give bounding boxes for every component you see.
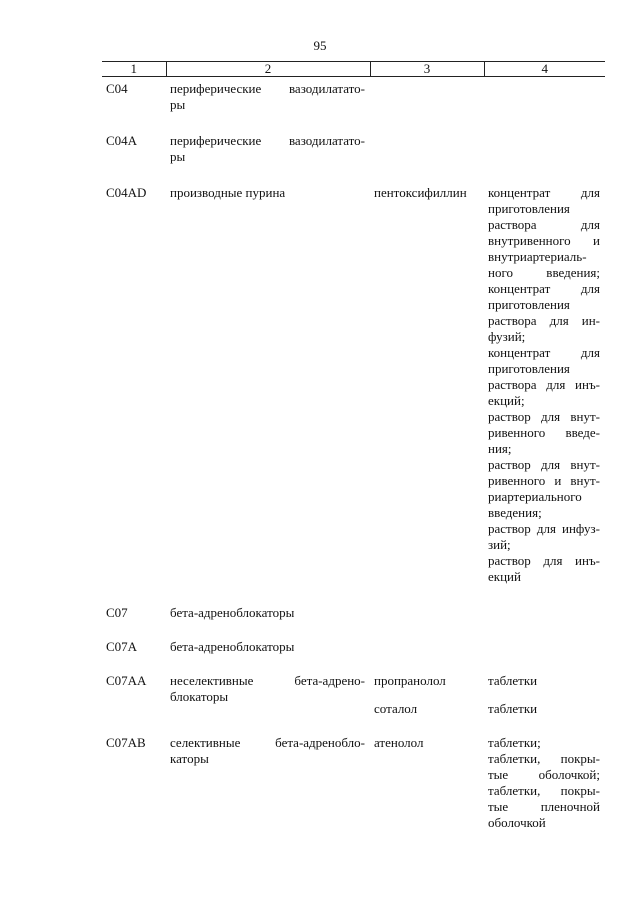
drug-name-cell: соталол [374,701,418,716]
text-line: концентрат для [488,185,600,200]
atc-code-cell: С07 [106,605,128,620]
dosage-form-cell [484,113,605,165]
text-line: оболочкой [488,815,546,830]
dosage-form-cell [484,621,605,655]
text-line: ния; [488,441,512,456]
drug-name-cell [370,585,484,621]
dosage-form-cell [484,585,605,621]
column-header-4: 4 [484,62,605,77]
text-line: екций [488,569,521,584]
text-line: ры [170,149,186,164]
text-line: таблетки [488,673,538,688]
table-row [102,165,605,585]
header-row [102,62,605,77]
page-number: 95 [313,38,327,53]
drug-name-cell: пропранолол [374,673,446,688]
atc-name-cell [166,655,370,717]
table-row [102,717,605,831]
text-line: екций; [488,393,525,408]
table-body [102,77,605,832]
atc-code-cell: С07АА [106,673,147,688]
text-line: каторы [170,751,209,766]
table-row [102,621,605,655]
text-line: внутривенного и [488,233,600,248]
atc-code-cell: С07А [106,639,138,654]
text-line: фузий; [488,329,526,344]
text-line: введения; [488,505,542,520]
text-line: зий; [488,537,511,552]
text-line: таблетки; [488,735,541,750]
table-row [102,77,605,114]
drug-table [102,61,605,831]
column-header-2: 2 [166,62,370,77]
drug-name-cell [370,113,484,165]
atc-name-cell [166,165,370,585]
drug-name-cell: пентоксифиллин [374,185,467,200]
text-line: ры [170,97,186,112]
text-line: селективные бета-адренобло- [170,735,365,750]
text-line: приготовления [488,297,570,312]
atc-code-cell: С04А [106,133,138,148]
atc-name-cell [166,585,370,621]
text-line: приготовления [488,361,570,376]
text-line: раствор для внут- [488,457,600,472]
drug-name-cell [370,621,484,655]
text-line: бета-адреноблокаторы [170,639,295,654]
text-line: концентрат для [488,281,600,296]
atc-name-cell [166,113,370,165]
text-line: неселективные бета-адрено- [170,673,365,688]
dosage-form-cell [484,689,605,717]
drug-name-cell [370,77,484,114]
atc-name-cell [166,77,370,114]
column-header-3: 3 [370,62,484,77]
text-line: раствора для инъ- [488,377,600,392]
text-line: производные пурина [170,185,286,200]
drug-name-cell: атенолол [374,735,424,750]
text-line: таблетки, покры- [488,783,600,798]
table-row [102,655,605,689]
dosage-form-cell [484,655,605,689]
atc-code-cell: С07АВ [106,735,146,750]
table-row [102,585,605,621]
text-line: внутриартериаль- [488,249,587,264]
atc-name-cell [166,621,370,655]
dosage-form-cell [484,165,605,585]
dosage-form-cell [484,717,605,831]
text-line: периферические вазодилатато- [170,81,365,96]
text-line: приготовления [488,201,570,216]
atc-name-cell [166,717,370,831]
text-line: раствора для ин- [488,313,600,328]
text-line: тые оболочкой; [488,767,600,782]
text-line: ривенного введе- [488,425,600,440]
text-line: блокаторы [170,689,229,704]
text-line: ного введения; [488,265,600,280]
text-line: тые пленочной [488,799,600,814]
text-line: концентрат для [488,345,600,360]
text-line: таблетки, покры- [488,751,600,766]
text-line: раствора для [488,217,600,232]
atc-code-cell: С04 [106,81,128,96]
text-line: раствор для внут- [488,409,600,424]
dosage-form-cell [484,77,605,114]
column-header-1: 1 [102,62,166,77]
text-line: раствор для инъ- [488,553,600,568]
text-line: риартериального [488,489,582,504]
table-row [102,113,605,165]
text-line: бета-адреноблокаторы [170,605,295,620]
text-line: таблетки [488,701,538,716]
text-line: ривенного и внут- [488,473,600,488]
text-line: раствор для инфуз- [488,521,600,536]
text-line: периферические вазодилатато- [170,133,365,148]
atc-code-cell: С04АD [106,185,147,200]
